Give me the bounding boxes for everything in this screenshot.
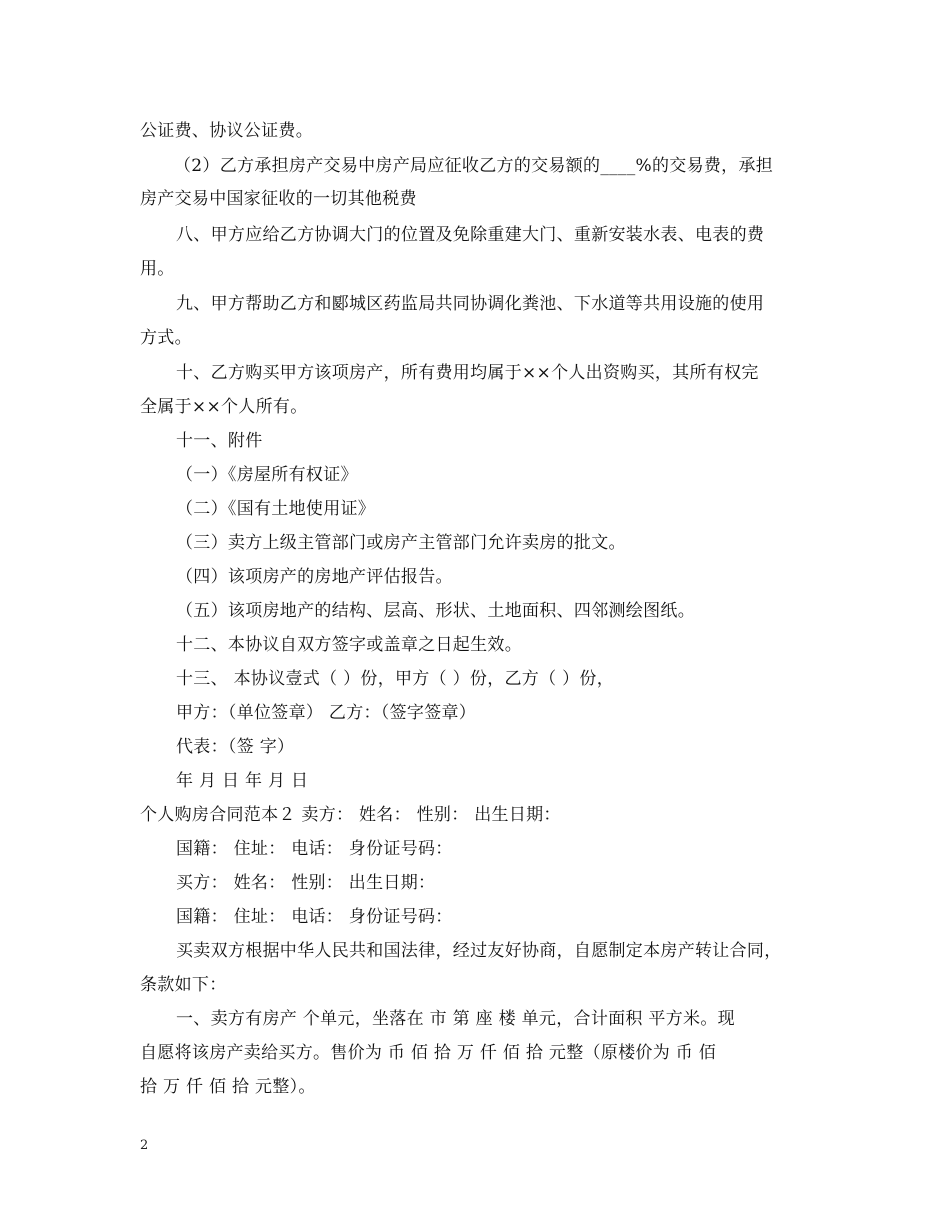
text-line: （一）《房屋所有权证》 [176, 465, 358, 485]
text-line: 十一、附件 [176, 431, 263, 451]
text-line: 十三、 本协议壹式（ ）份，甲方（ ）份，乙方（ ）份， [176, 669, 615, 689]
page-number: 2 [140, 1138, 149, 1153]
text-line: 自愿将该房产卖给买方。售价为 币 佰 拾 万 仟 佰 拾 元整（原楼价为 币 佰 [140, 1043, 717, 1063]
text-line: 用。 [140, 259, 175, 279]
text-line: 全属于××个人所有。 [140, 397, 308, 417]
text-line: （五）该项房地产的结构、层高、形状、土地面积、四邻测绘图纸。 [176, 601, 695, 621]
text-line: 方式。 [140, 328, 192, 348]
text-line: 代表：（签 字） [176, 737, 295, 757]
text-line: （四）该项房产的房地产评估报告。 [176, 567, 453, 587]
text-line: 十二、本协议自双方签字或盖章之日起生效。 [176, 635, 522, 655]
text-line: 国籍： 住址： 电话： 身份证号码： [176, 839, 453, 859]
text-line: （2）乙方承担房产交易中房产局应征收乙方的交易额的____%的交易费，承担 [174, 156, 774, 176]
text-line: 公证费、协议公证费。 [140, 121, 313, 141]
text-line: 国籍： 住址： 电话： 身份证号码： [176, 907, 453, 927]
text-line: 十、乙方购买甲方该项房产，所有费用均属于××个人出资购买，其所有权完 [176, 363, 759, 383]
text-line: 房产交易中国家征收的一切其他税费 [140, 189, 417, 209]
text-line: 买卖双方根据中华人民共和国法律，经过友好协商，自愿制定本房产转让合同， [176, 941, 782, 961]
text-line: 买方： 姓名： 性别： 出生日期： [176, 873, 436, 893]
text-line: 条款如下： [140, 975, 227, 995]
text-line: 年 月 日 年 月 日 [176, 771, 309, 791]
text-line: 个人购房合同范本２ 卖方： 姓名： 性别： 出生日期： [140, 805, 561, 825]
text-line: 一、卖方有房产 个单元，坐落在 市 第 座 楼 单元，合计面积 平方米。现 [176, 1009, 735, 1029]
text-line: （三）卖方上级主管部门或房产主管部门允许卖房的批文。 [176, 533, 626, 553]
text-line: 拾 万 仟 佰 拾 元整）。 [140, 1077, 316, 1097]
text-line: 八、甲方应给乙方协调大门的位置及免除重建大门、重新安装水表、电表的费 [176, 225, 765, 245]
text-line: （二）《国有土地使用证》 [176, 499, 376, 519]
text-line: 九、甲方帮助乙方和郾城区药监局共同协调化粪池、下水道等共用设施的使用 [176, 294, 765, 314]
text-line: 甲方：（单位签章） 乙方：（签字签章） [176, 703, 477, 723]
